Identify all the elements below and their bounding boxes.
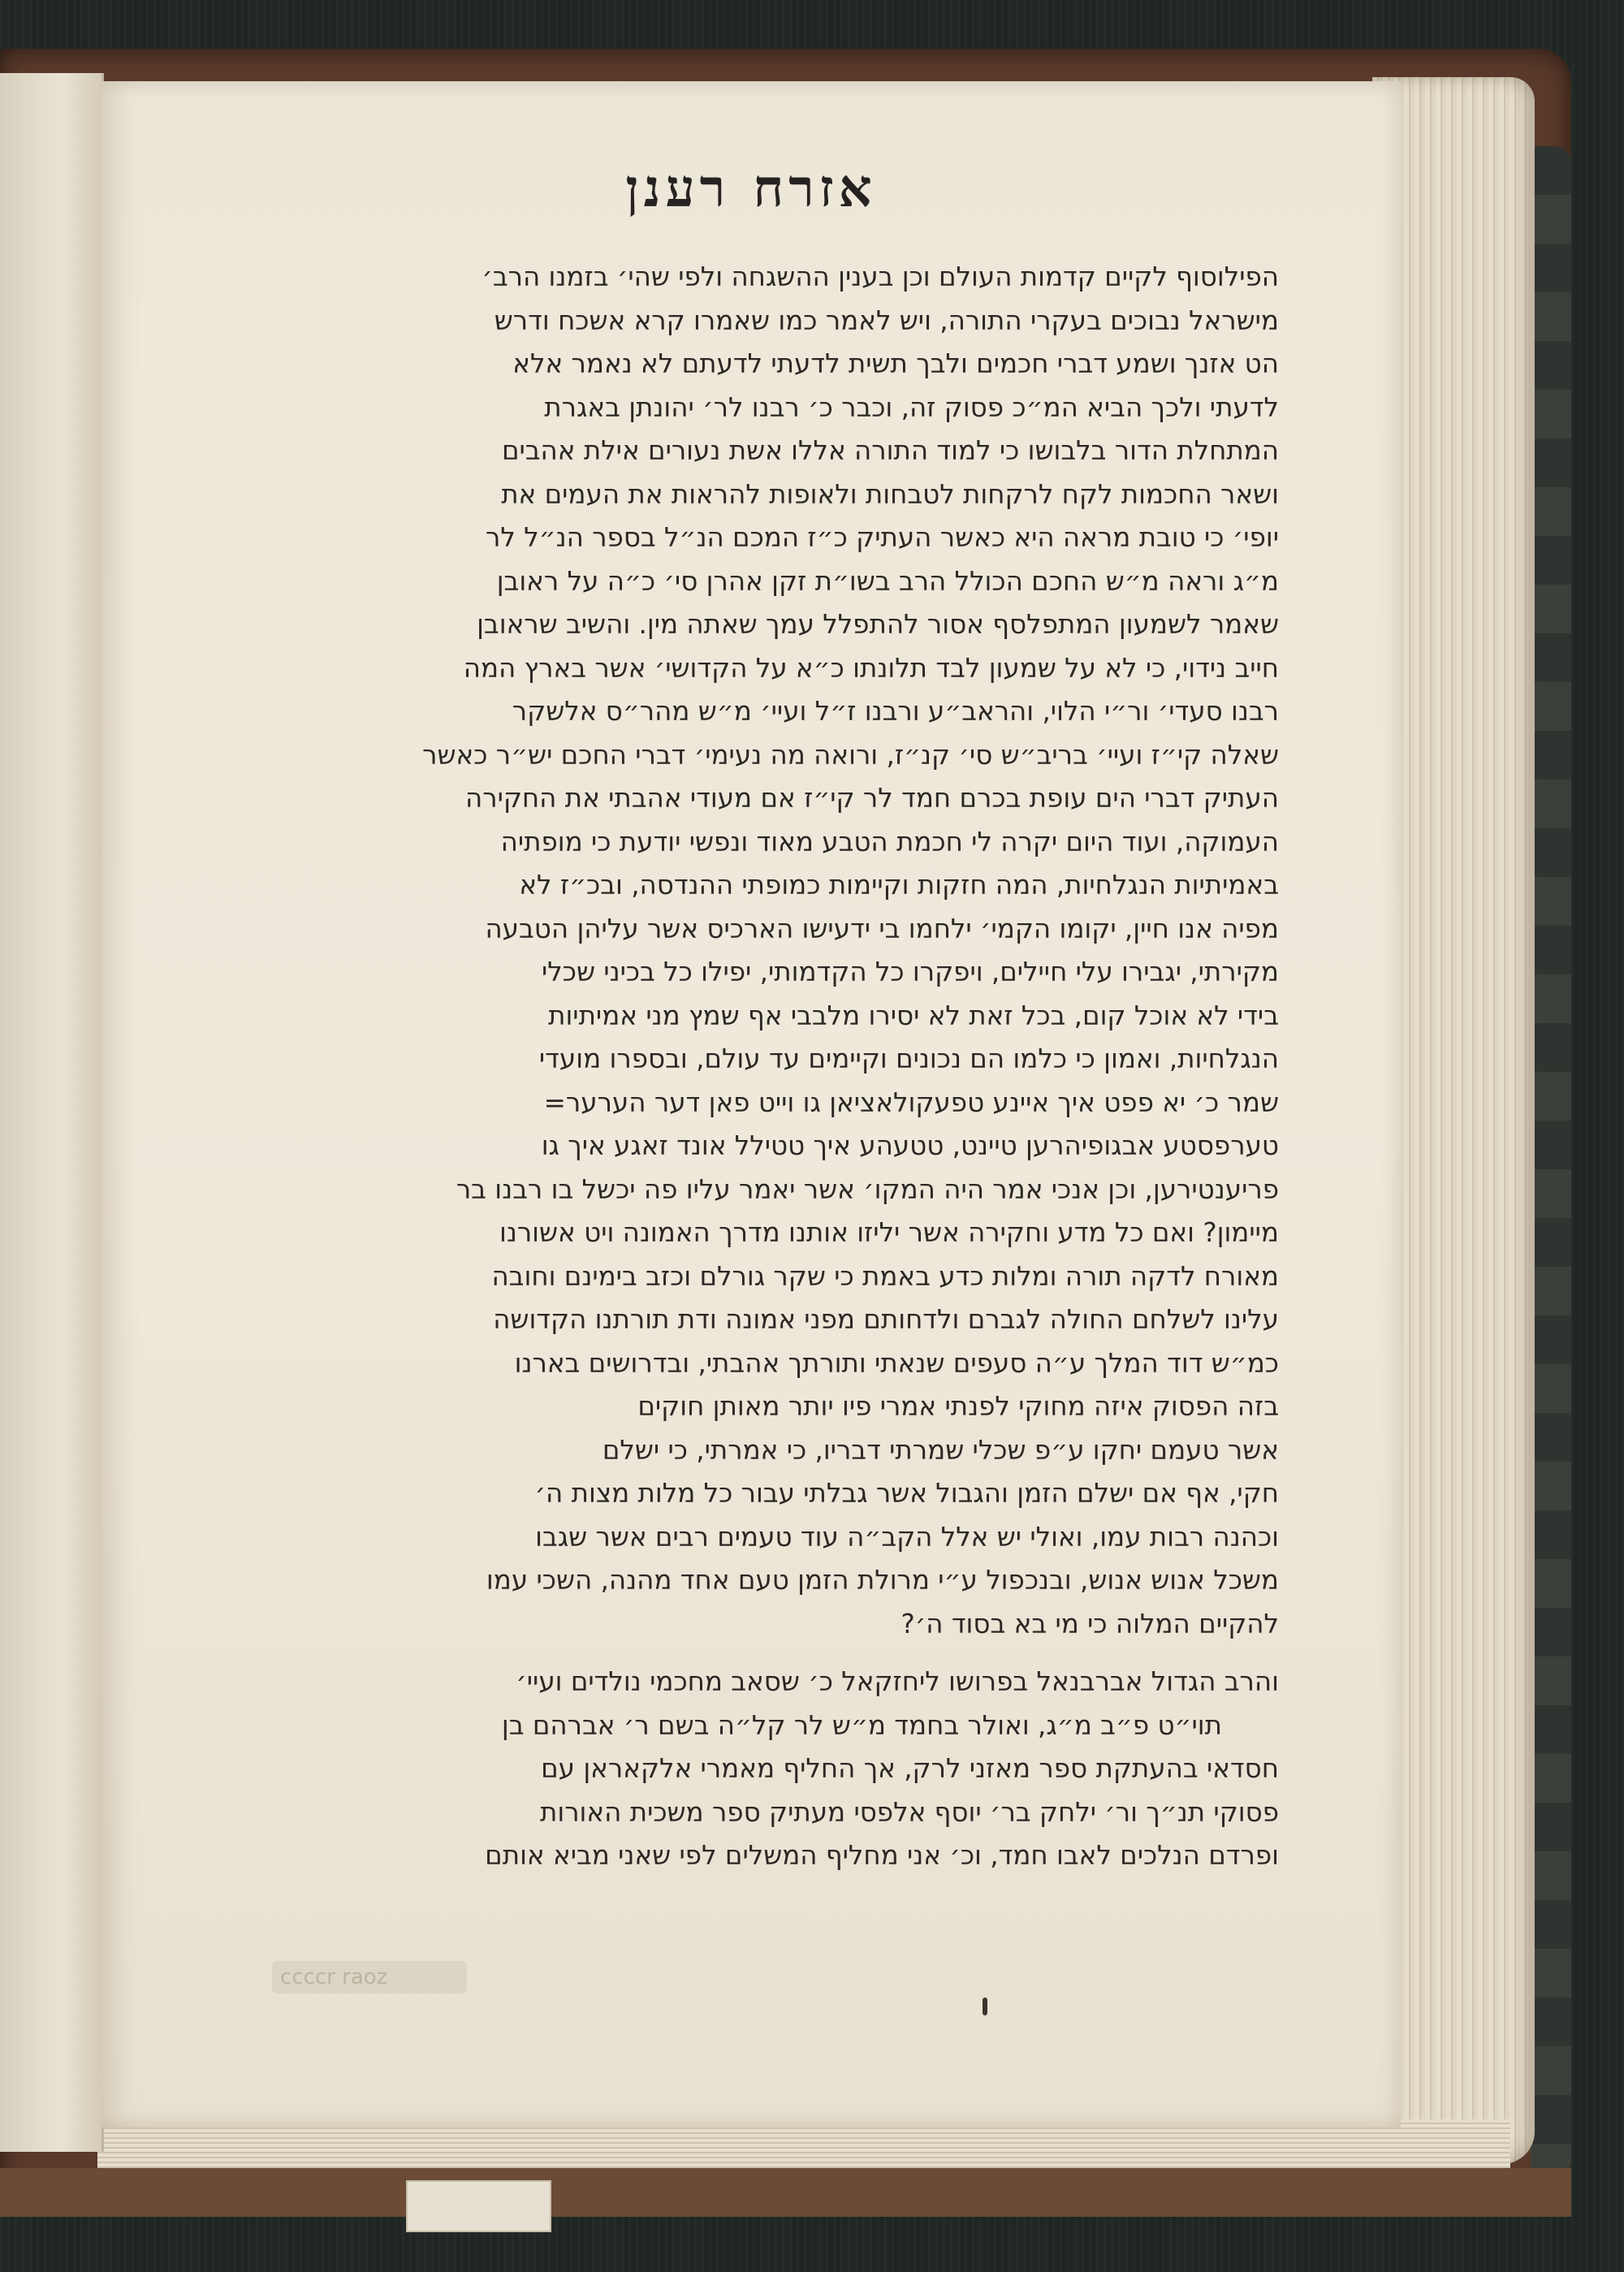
cover-bottom-edge (0, 2168, 1571, 2217)
paper-tab (406, 2180, 551, 2232)
text-line: כמ״ש דוד המלך ע״ה סעפים שנאתי ותורתך אהבתי, ובדרושים בארנו (514, 1347, 1279, 1379)
text-line: חקי, אף אם ישלם הזמן והגבול אשר גבלתי עבור כל מלות מצות ה׳ (534, 1478, 1279, 1509)
text-line: מ״ג וראה מ״ש החכם הכולל הרב בשו״ת זקן אהרן סי׳ כ״ה על ראובן (496, 565, 1279, 597)
faint-bleedthrough-text: ccccr raoz (272, 1961, 467, 1993)
text-line: הנגלחיות, ואמון כי כלמו הם נכונים וקיימים עד עולם, ובספרו מועדי (538, 1043, 1279, 1074)
text-line: שמר כ׳ יא פפט איך איינע טפעקולאציאן גו וייט פאן דער הערער= (543, 1086, 1279, 1118)
cover-spine-stripe (1531, 146, 1571, 2176)
text-line: תוי״ט פ״ב מ״ג, ואולר בחמד מ״ש לר קל״ה בשם ר׳ אברהם בן (501, 1709, 1222, 1741)
text-line: בזה הפסוק איזה מחוקי לפנתי אמרי פיו יותר מאותן חוקים (637, 1391, 1279, 1422)
text-line: המתחלת הדור בלבושו כי למוד התורה אללו אשת נעורים אילת אהבים (501, 435, 1279, 466)
text-line: טערפסטע אבגופיהרען טיינט, טטעהע איך טטילל אונד זאגע איך גו (541, 1130, 1279, 1161)
text-line: וכהנה רבות עמו, ואולי יש אלל הקב״ה עוד טעמים רבים אשר שגבו (535, 1521, 1279, 1553)
text-line: אשר טעמם יחקו ע״פ שכלי שמרתי דבריו, כי אמרתי, כי ישלם (602, 1434, 1279, 1466)
text-line: רבנו סעדי׳ ור״י הלוי, והראב״ע ורבנו ז״ל ועיי׳ מ״ש מהר״ס אלשקר (512, 696, 1279, 727)
text-line: בידי לא אוכל קום, בכל זאת לא יסירו מלבבי אף שמץ מני אמיתיות (548, 1000, 1279, 1031)
text-line: ופרדם הנלכים לאבו חמד, וכ׳ אני מחליף המשלים לפי שאני מביא אותם (485, 1840, 1279, 1871)
body-text (183, 256, 1279, 1878)
text-line: פריענטירען, וכן אנכי אמר היה המקו׳ אשר יאמר עליו פה יכשל בו רבנו בר (456, 1173, 1279, 1205)
text-line: באמיתיות הנגלחיות, המה חזקות וקיימות כמופתי ההנדסה, ובכ״ז לא (519, 870, 1279, 901)
text-line: חייב נידוי, כי לא על שמעון לבד תלונתו כ״א על הקדושי׳ אשר בארץ המה (463, 652, 1279, 684)
text-line: חסדאי בהעתקת ספר מאזני לרק, אך החליף מאמרי אלקאראן עם (541, 1753, 1279, 1784)
running-head: אזרח רענן (625, 158, 877, 219)
text-line: שאלה קי״ז ועיי׳ בריב״ש סי׳ קנ״ז, ורואה מה נעימי׳ דברי החכם יש״ר כאשר (422, 739, 1279, 771)
text-line: מישראל נבוכים בעקרי התורה, ויש לאמר כמו שאמרו קרא אשכח ודרש (494, 305, 1279, 336)
text-line: ושאר החכמות לקח לרקחות לטבחות ולאופות להראות את העמים את (501, 478, 1279, 510)
text-line: העמוקה, ועוד היום יקרה לי חכמת הטבע מאוד ונפשי יודעת כי מופתיה (500, 826, 1279, 857)
text-line: פסוקי תנ״ך ור׳ ילחק בר׳ יוסף אלפסי מעתיק ספר משכית האורות (540, 1796, 1279, 1828)
text-line: מאורח לדקה תורה ומלות כדע באמת כי שקר גורלם וכזב בימינם וחובה (491, 1260, 1279, 1292)
book-page (102, 81, 1401, 2127)
text-line: שאמר לשמעון המתפלסף אסור להתפלל עמך שאתה מין. והשיב שראובן (477, 609, 1279, 640)
facing-page-sliver (0, 73, 104, 2152)
text-line: מקירתי, יגבירו עלי חיילים, ויפקרו כל הקדמותי, יפילו כל בכיני שכלי (542, 957, 1279, 987)
text-line: עלינו לשלחם החולה לגברם ולדחותם מפני אמונה ודת תורתנו הקדושה (493, 1304, 1279, 1335)
text-line: הפילוסוף לקיים קדמות העולם וכן בענין ההשגחה ולפי שהי׳ בזמנו הרב׳ (482, 261, 1279, 292)
text-line: הט אזנך ושמע דברי חכמים ולבך תשית לדעתי לדעתם לא נאמר אלא (512, 348, 1279, 379)
text-line: והרב הגדול אברבנאל בפרושו ליחזקאל כ׳ שסאב מחכמי נולדים ועיי׳ (516, 1666, 1279, 1697)
text-line: לדעתי ולכך הביא המ״כ פסוק זה, וכבר כ׳ רבנו לר׳ יהונתן באגרת (544, 391, 1279, 423)
text-line: יופי׳ כי טובת מראה היא כאשר העתיק כ״ז המכם הנ״ל בספר הנ״ל לר (486, 522, 1279, 553)
text-line: להקיים המלוה כי מי בא בסוד ה׳? (901, 1608, 1279, 1639)
text-line: משכל אנוש אנוש, ובנכפול ע״י מרולת הזמן טעם אחד מהנה, השכי עמו (486, 1565, 1279, 1596)
text-line: מפיה אנו חיין, יקומו הקמי׳ ילחמו בי ידעישו הארכיס אשר עליהן הטבעה (485, 913, 1279, 944)
ink-mark (983, 1998, 987, 2015)
text-line: מיימון? ואם כל מדע וחקירה אשר יליזו אותנו מדרך האמונה ויט אשורנו (499, 1217, 1279, 1248)
text-line: העתיק דברי הים עופת בכרם חמד לר קי״ז אם מעודי אהבתי את החקירה (465, 783, 1279, 814)
